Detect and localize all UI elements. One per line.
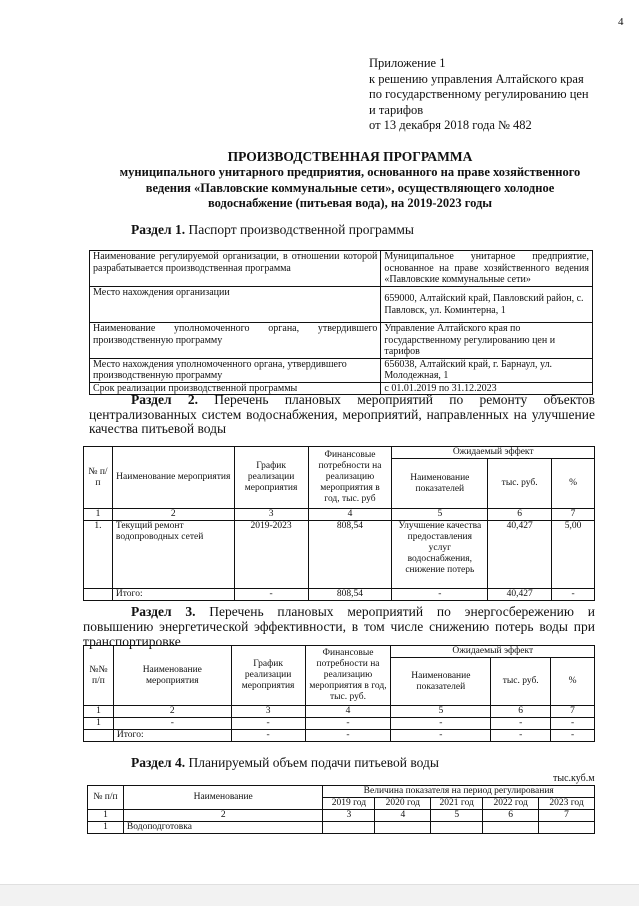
cell-label: Наименование регулируемой организации, в отношении которой разрабатывается производственная программа [90,251,381,287]
column-number: 6 [491,706,551,718]
cell-thousand: 40,427 [488,589,552,601]
header-name: Наименование мероприятия [112,447,234,509]
header-indicator: Наименование показателей [391,658,491,706]
table-row [84,718,595,730]
cell-num [84,730,114,742]
column-number: 5 [431,810,483,822]
header-year: 2019 год [323,798,375,810]
cell-value: Муниципальное унитарное предприятие, основанное на праве хозяйственного ведения «Павловские коммунальные сети» [381,251,593,287]
cell-schedule: 2019-2023 [234,521,308,589]
cell-value: 659000, Алтайский край, Павловский район, с. Павловск, ул. Коминтерна, 1 [381,287,593,323]
cell-value [431,822,483,834]
cell-percent: - [551,718,595,730]
cell-percent: - [551,730,595,742]
cell-finance: 808,54 [308,589,392,601]
section-title: Планируемый объем подачи питьевой воды [185,755,439,770]
cell-value [483,822,539,834]
page-number: 4 [618,16,624,28]
column-number: 4 [375,810,431,822]
header-effect: Ожидаемый эффект [392,447,595,459]
column-number: 7 [539,810,595,822]
cell-value: 656038, Алтайский край, г. Барнаул, ул. Молодежная, 1 [381,358,593,382]
cell-value: с 01.01.2019 по 31.12.2023 [381,382,593,395]
column-number: 7 [552,509,595,521]
table-total-row [84,730,595,742]
column-number: 3 [234,509,308,521]
appendix-line: и тарифов [369,102,424,117]
unit-label: тыс.куб.м [553,773,595,784]
header-year: 2023 год [539,798,595,810]
header-year: 2021 год [431,798,483,810]
document-subtitle [60,165,639,212]
table-row [90,251,593,287]
section-title: Перечень плановых мероприятий по ремонту объектов централизованных систем водоснабжения, мероприятий, направленных на улучшение качества питьевой воды [89,392,595,436]
column-number: 2 [113,706,231,718]
cell-total-label: Итого: [113,730,231,742]
cell-finance: - [305,718,391,730]
cell-name: Водоподготовка [123,822,323,834]
table-total-row [84,589,595,601]
header-period: Величина показателя на период регулирования [323,786,595,798]
column-number: 6 [483,810,539,822]
header-num: № п/п [88,786,124,810]
appendix-line: по государственному регулированию цен [369,87,589,101]
column-number: 4 [305,706,391,718]
cell-total-label: Итого: [112,589,234,601]
cell-num: 1. [84,521,113,589]
table-header-row [84,447,595,459]
column-number: 2 [112,509,234,521]
cell-value [323,822,375,834]
cell-indicator: - [391,730,491,742]
water-volume-table [87,785,595,834]
header-effect: Ожидаемый эффект [391,646,595,658]
appendix-line: от 13 декабря 2018 года № 482 [369,118,532,132]
section2-heading [89,393,595,437]
table-row [90,323,593,359]
cell-value: Управление Алтайского края по государственному регулированию цен и тарифов [381,323,593,359]
cell-indicator: - [392,589,488,601]
header-year: 2020 год [375,798,431,810]
cell-thousand: 40,427 [488,521,552,589]
cell-percent: - [552,589,595,601]
section1-heading [131,222,414,238]
cell-label: Срок реализации производственной программы [90,382,381,395]
table-row [84,521,595,589]
section-title: Паспорт производственной программы [185,222,414,237]
table-row [88,822,595,834]
header-finance: Финансовые потребности на реализацию мероприятия в год, тыс. руб [308,447,392,509]
energy-measures-table [83,645,595,742]
cell-num [84,589,113,601]
scan-bottom-edge [0,884,639,906]
cell-name: - [113,718,231,730]
section-number: Раздел 2. [131,392,198,407]
section-number: Раздел 4. [131,755,186,770]
subtitle-line: муниципального унитарного предприятия, основанного на праве хозяйственного [119,165,581,179]
header-percent: % [551,658,595,706]
column-number: 1 [88,810,124,822]
appendix-line: к решению управления Алтайского края [369,71,584,86]
table-row [90,358,593,382]
cell-finance: 808,54 [308,521,392,589]
subtitle-line: водоснабжение (питьевая вода), на 2019-2023 годы [207,196,493,210]
passport-table [89,250,593,395]
header-schedule: График реализации мероприятия [234,447,308,509]
column-number-row [84,509,595,521]
column-number: 1 [84,706,114,718]
cell-label: Место нахождения уполномоченного органа, утвердившего производственную программу [90,358,381,382]
column-number: 3 [323,810,375,822]
column-number: 4 [308,509,392,521]
column-number: 2 [123,810,323,822]
section-title: Перечень плановых мероприятий по энергосбережению и повышению энергетической эффективности, в том числе снижению потерь воды при транспортировке [83,604,595,649]
section4-heading [131,755,439,771]
cell-schedule: - [231,718,305,730]
column-number: 5 [392,509,488,521]
column-number-row [88,810,595,822]
repair-measures-table [83,446,595,601]
column-number: 1 [84,509,113,521]
subtitle-line: ведения «Павловские коммунальные сети», осуществляющего холодное [145,180,555,195]
cell-finance: - [305,730,391,742]
cell-indicator: Улучшение качества предоставления услуг водоснабжения, снижение потерь [392,521,488,589]
table-header-row [84,646,595,658]
cell-label: Наименование уполномоченного органа, утвердившего производственную программу [90,323,381,359]
column-number: 6 [488,509,552,521]
cell-indicator: - [391,718,491,730]
header-name: Наименование мероприятия [113,646,231,706]
cell-value [539,822,595,834]
header-num: № п/п [84,447,113,509]
cell-thousand: - [491,730,551,742]
appendix-block [369,56,629,134]
appendix-line: Приложение 1 [369,56,446,70]
cell-schedule: - [234,589,308,601]
column-number: 3 [231,706,305,718]
header-name: Наименование [123,786,323,810]
table-header-row [88,786,595,798]
section-number: Раздел 1. [131,222,186,237]
column-number: 7 [551,706,595,718]
header-num: №№ п/п [84,646,114,706]
cell-value [375,822,431,834]
header-year: 2022 год [483,798,539,810]
cell-schedule: - [231,730,305,742]
header-thousand: тыс. руб. [488,459,552,509]
column-number: 5 [391,706,491,718]
column-number-row [84,706,595,718]
section3-heading [83,604,595,649]
table-row [90,287,593,323]
cell-label: Место нахождения организации [90,287,381,323]
section-number: Раздел 3. [131,604,196,619]
cell-thousand: - [491,718,551,730]
cell-name: Текущий ремонт водопроводных сетей [112,521,234,589]
header-percent: % [552,459,595,509]
document-title: ПРОИЗВОДСТВЕННАЯ ПРОГРАММА [227,149,473,164]
header-finance: Финансовые потребности на реализацию мероприятия в год, тыс. руб. [305,646,391,706]
header-indicator: Наименование показателей [392,459,488,509]
cell-num: 1 [84,718,114,730]
header-schedule: График реализации мероприятия [231,646,305,706]
cell-num: 1 [88,822,124,834]
cell-percent: 5,00 [552,521,595,589]
header-thousand: тыс. руб. [491,658,551,706]
